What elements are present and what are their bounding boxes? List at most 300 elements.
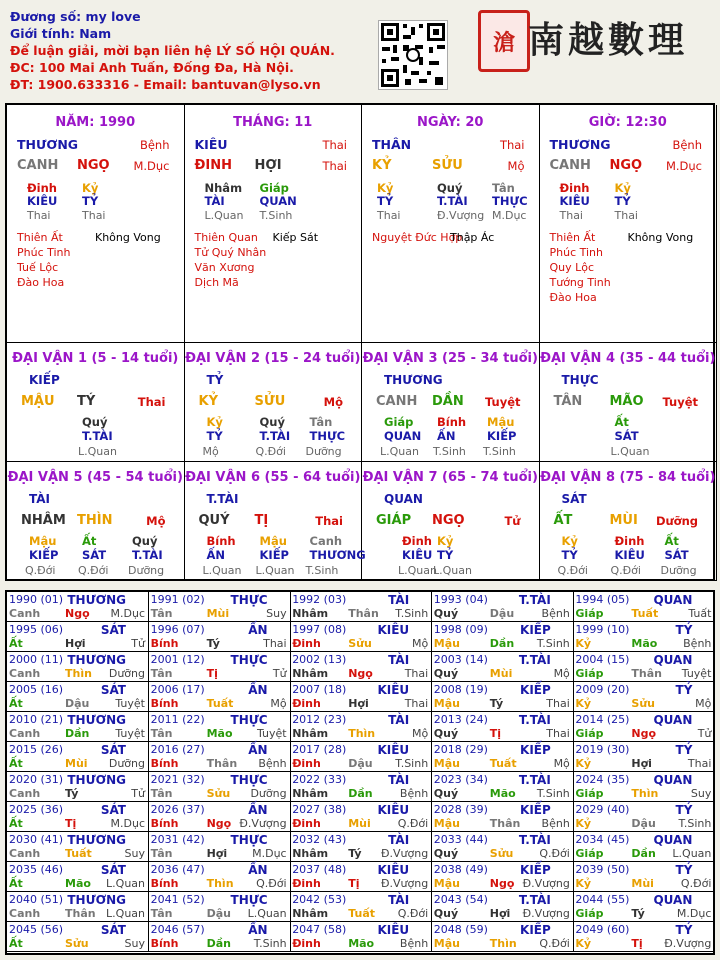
year-god: QUAN bbox=[653, 713, 693, 727]
year-stem: Nhâm bbox=[292, 727, 329, 740]
good-star: Thiên Ất bbox=[549, 231, 596, 244]
year-cell[interactable] bbox=[432, 712, 574, 742]
year-stem: Đinh bbox=[292, 817, 321, 830]
year-cell[interactable] bbox=[573, 742, 715, 772]
year-stem: Mậu bbox=[433, 757, 460, 770]
year-branch: Dần bbox=[348, 787, 373, 800]
year-cell[interactable] bbox=[290, 772, 432, 802]
year-label: 2002 (13) bbox=[292, 653, 347, 666]
pillar-god: THƯƠNG bbox=[17, 137, 79, 152]
year-cell[interactable] bbox=[573, 652, 715, 682]
year-stem: Giáp bbox=[575, 727, 604, 740]
year-god: THƯƠNG bbox=[67, 593, 126, 607]
year-branch: Mùi bbox=[489, 667, 513, 680]
year-stem: Ất bbox=[9, 877, 23, 890]
dai-van-stem: NHÂM bbox=[21, 513, 66, 528]
pillar-life-stage: Mộ bbox=[507, 159, 525, 173]
year-label: 2026 (37) bbox=[150, 803, 205, 816]
hidden-stem: Ất bbox=[664, 534, 679, 548]
good-star: Thiên Quan bbox=[194, 231, 258, 244]
year-cell[interactable] bbox=[432, 892, 574, 922]
year-cell[interactable] bbox=[573, 592, 715, 622]
year-stage: Bệnh bbox=[541, 607, 570, 620]
hidden-stem: Đinh bbox=[559, 181, 590, 195]
year-cell[interactable] bbox=[432, 772, 574, 802]
year-branch: Mão bbox=[489, 787, 516, 800]
hidden-stem: Giáp bbox=[384, 415, 414, 429]
pillar-god: THÂN bbox=[372, 137, 412, 152]
year-stage: Dưỡng bbox=[108, 667, 145, 680]
year-cell[interactable] bbox=[149, 682, 291, 712]
hidden-stage: L.Quan bbox=[380, 445, 419, 458]
year-cell[interactable] bbox=[7, 682, 149, 712]
year-branch: Ngọ bbox=[489, 877, 515, 890]
year-label: 2041 (52) bbox=[150, 893, 205, 906]
year-god: SÁT bbox=[100, 683, 126, 697]
pillar-stem: KỶ bbox=[372, 158, 392, 173]
bazi-chart bbox=[5, 103, 715, 581]
year-god: THƯƠNG bbox=[67, 713, 126, 727]
year-cell[interactable] bbox=[432, 832, 574, 862]
year-stem: Tân bbox=[150, 907, 173, 920]
year-god: TÀI bbox=[388, 653, 410, 667]
dai-van-god: T.TÀI bbox=[206, 492, 239, 506]
year-label: 2006 (17) bbox=[150, 683, 205, 696]
year-cell[interactable] bbox=[432, 652, 574, 682]
year-label: 2022 (33) bbox=[292, 773, 347, 786]
year-stem: Tân bbox=[150, 787, 173, 800]
year-stage: L.Quan bbox=[672, 847, 712, 860]
pillar-god: KIÊU bbox=[194, 137, 228, 152]
year-stage: T.Sinh bbox=[678, 817, 712, 830]
year-stage: Tử bbox=[131, 637, 145, 650]
year-stem: Mậu bbox=[433, 937, 460, 950]
good-star: Nguyệt Đức Hợp bbox=[372, 231, 463, 244]
year-cell[interactable] bbox=[573, 622, 715, 652]
year-branch: Mão bbox=[206, 727, 233, 740]
year-god: KIÊU bbox=[377, 863, 410, 877]
year-cell[interactable] bbox=[149, 832, 291, 862]
year-stem: Đinh bbox=[292, 637, 321, 650]
year-branch: Thìn bbox=[206, 877, 234, 890]
year-cell[interactable] bbox=[290, 862, 432, 892]
hidden-stem: Đinh bbox=[27, 181, 57, 195]
year-branch: Thìn bbox=[348, 727, 376, 740]
year-stage: M.Dục bbox=[676, 907, 712, 920]
year-god: TÀI bbox=[388, 593, 410, 607]
hidden-stage: L.Quan bbox=[255, 564, 295, 577]
year-god: KIẾP bbox=[520, 923, 551, 937]
hidden-stem: Mậu bbox=[259, 534, 287, 548]
address-line: ĐC: 100 Mai Anh Tuấn, Đống Đa, Hà Nội. bbox=[10, 60, 294, 75]
year-stem: Mậu bbox=[433, 877, 460, 890]
year-stage: Đ.Vượng bbox=[522, 877, 570, 890]
hidden-stage: L.Quan bbox=[202, 564, 242, 577]
year-stem: Quý bbox=[433, 787, 459, 800]
year-stem: Đinh bbox=[292, 697, 321, 710]
year-stem: Quý bbox=[433, 607, 459, 620]
year-cell[interactable] bbox=[149, 862, 291, 892]
year-stage: Suy bbox=[124, 937, 145, 950]
hidden-god: T.TÀI bbox=[437, 194, 468, 208]
year-stem: Quý bbox=[433, 847, 459, 860]
year-label: 2043 (54) bbox=[433, 893, 488, 906]
year-branch: Mùi bbox=[65, 757, 88, 770]
year-label: 2031 (42) bbox=[150, 833, 205, 846]
year-branch: Ngọ bbox=[206, 817, 232, 830]
year-stage: Q.Đới bbox=[680, 877, 712, 890]
year-cell[interactable] bbox=[432, 592, 574, 622]
year-label: 2015 (26) bbox=[9, 743, 64, 756]
year-branch: Sửu bbox=[206, 787, 231, 800]
year-table bbox=[5, 590, 715, 955]
year-branch: Thìn bbox=[65, 667, 92, 680]
year-god: THỰC bbox=[230, 593, 268, 607]
year-branch: Tuất bbox=[489, 757, 517, 770]
year-god: KIÊU bbox=[377, 623, 410, 637]
year-cell[interactable] bbox=[573, 772, 715, 802]
year-label: 2047 (58) bbox=[292, 923, 347, 936]
dai-van-stage: Tuyệt bbox=[662, 395, 698, 409]
year-cell[interactable] bbox=[149, 922, 291, 952]
hidden-god: TỶ bbox=[206, 429, 223, 443]
pillar-title: GIỜ: 12:30 bbox=[588, 115, 667, 130]
year-cell[interactable] bbox=[432, 862, 574, 892]
year-cell[interactable] bbox=[149, 742, 291, 772]
year-god: KIÊU bbox=[377, 683, 410, 697]
year-cell[interactable] bbox=[149, 772, 291, 802]
year-cell[interactable] bbox=[7, 742, 149, 772]
good-star: Phúc Tinh bbox=[17, 246, 71, 259]
dai-van-stem: TÂN bbox=[553, 394, 583, 409]
hidden-stem: Đinh bbox=[402, 534, 432, 548]
year-cell[interactable] bbox=[7, 832, 149, 862]
year-stem: Mậu bbox=[433, 697, 460, 710]
year-stage: Thai bbox=[687, 757, 712, 770]
year-label: 2016 (27) bbox=[150, 743, 205, 756]
year-label: 1992 (03) bbox=[292, 593, 347, 606]
year-cell[interactable] bbox=[149, 802, 291, 832]
year-stem: Ất bbox=[9, 817, 23, 830]
hidden-god: KIÊU bbox=[402, 548, 433, 562]
year-branch: Dần bbox=[65, 727, 90, 740]
year-stem: Giáp bbox=[575, 847, 604, 860]
year-cell[interactable] bbox=[149, 592, 291, 622]
year-god: QUAN bbox=[653, 653, 693, 667]
year-label: 2046 (57) bbox=[150, 923, 205, 936]
year-cell[interactable] bbox=[290, 622, 432, 652]
year-label: 2037 (48) bbox=[292, 863, 347, 876]
year-cell[interactable] bbox=[432, 682, 574, 712]
year-branch: Hợi bbox=[206, 847, 228, 860]
dai-van-2 bbox=[185, 343, 363, 462]
year-stage: Đ.Vượng bbox=[664, 937, 712, 950]
pillar-life-stage: M.Dục bbox=[665, 159, 702, 173]
year-cell[interactable] bbox=[573, 862, 715, 892]
year-cell[interactable] bbox=[290, 892, 432, 922]
year-cell[interactable] bbox=[290, 832, 432, 862]
pillar-life-stage: Thai bbox=[322, 159, 347, 173]
dai-van-branch: TỊ bbox=[254, 513, 269, 528]
dai-van-title: ĐẠI VẬN 8 (75 - 84 tuổi) bbox=[540, 470, 716, 485]
year-cell[interactable] bbox=[290, 802, 432, 832]
year-stage: Tuất bbox=[688, 607, 712, 620]
pillar-god: THƯƠNG bbox=[549, 137, 611, 152]
year-stage: L.Quan bbox=[247, 907, 287, 920]
hidden-god: ẤN bbox=[437, 429, 456, 443]
year-branch: Sửu bbox=[631, 697, 655, 710]
hidden-stem: Bính bbox=[206, 534, 236, 548]
year-cell[interactable] bbox=[290, 682, 432, 712]
year-branch: Tị bbox=[348, 877, 360, 890]
hidden-god: T.TÀI bbox=[132, 548, 163, 562]
hidden-god: SÁT bbox=[82, 548, 107, 562]
dai-van-stage: Tuyệt bbox=[484, 395, 521, 409]
year-branch: Hợi bbox=[65, 637, 86, 650]
year-branch: Mùi bbox=[348, 817, 371, 830]
dai-van-god: SÁT bbox=[561, 492, 587, 506]
year-cell[interactable] bbox=[432, 922, 574, 952]
year-god: TỶ bbox=[675, 683, 693, 697]
year-branch: Mão bbox=[65, 877, 91, 890]
year-cell[interactable] bbox=[573, 922, 715, 952]
year-label: 2032 (43) bbox=[292, 833, 347, 846]
year-god: T.TÀI bbox=[518, 773, 551, 787]
year-god: KIẾP bbox=[520, 863, 551, 877]
hidden-god: TỶ bbox=[377, 194, 394, 208]
year-cell[interactable] bbox=[7, 772, 149, 802]
year-god: T.TÀI bbox=[518, 653, 551, 667]
year-god: TỶ bbox=[675, 743, 693, 757]
year-stage: M.Dục bbox=[110, 817, 145, 830]
hidden-stem: Quý bbox=[259, 415, 285, 429]
dai-van-stage: Mộ bbox=[146, 514, 166, 528]
year-branch: Tị bbox=[65, 817, 77, 830]
year-stem: Kỷ bbox=[575, 697, 592, 710]
year-stem: Quý bbox=[433, 907, 459, 920]
year-stage: Suy bbox=[266, 607, 287, 620]
year-branch: Tý bbox=[348, 847, 362, 860]
year-cell[interactable] bbox=[7, 862, 149, 892]
year-cell[interactable] bbox=[573, 682, 715, 712]
hidden-stem: Kỷ bbox=[82, 181, 99, 195]
year-stem: Tân bbox=[150, 847, 173, 860]
dai-van-stem: MẬU bbox=[21, 394, 55, 409]
year-stem: Ất bbox=[9, 937, 23, 950]
year-god: ẤN bbox=[248, 803, 268, 817]
year-cell[interactable] bbox=[432, 802, 574, 832]
year-stage: Bệnh bbox=[399, 787, 429, 800]
dai-van-title: ĐẠI VẬN 4 (35 - 44 tuổi) bbox=[540, 351, 716, 366]
year-stage: M.Dục bbox=[110, 607, 145, 620]
year-stage: Tử bbox=[697, 727, 712, 740]
year-label: 2019 (30) bbox=[575, 743, 630, 756]
year-label: 2045 (56) bbox=[9, 923, 64, 936]
year-stage: T.Sinh bbox=[253, 937, 287, 950]
pillar-stage: Bệnh bbox=[672, 138, 702, 152]
year-label: 2014 (25) bbox=[575, 713, 630, 726]
year-cell[interactable] bbox=[7, 922, 149, 952]
year-cell[interactable] bbox=[432, 742, 574, 772]
year-branch: Tuất bbox=[348, 907, 375, 920]
year-stage: L.Quan bbox=[106, 877, 145, 890]
year-branch: Hợi bbox=[489, 907, 511, 920]
year-god: THƯƠNG bbox=[67, 893, 126, 907]
pillar-stem: ĐINH bbox=[194, 158, 232, 173]
year-god: TÀI bbox=[388, 713, 410, 727]
hidden-god: QUAN bbox=[384, 429, 422, 443]
hidden-stem: Bính bbox=[437, 415, 467, 429]
year-cell[interactable] bbox=[7, 592, 149, 622]
year-branch: Thân bbox=[65, 907, 96, 920]
year-stem: Nhâm bbox=[292, 787, 329, 800]
year-stem: Ất bbox=[9, 637, 23, 650]
year-stage: Mộ bbox=[695, 697, 712, 710]
year-god: QUAN bbox=[653, 833, 693, 847]
hidden-stem: Mậu bbox=[487, 415, 515, 429]
year-cell[interactable] bbox=[290, 742, 432, 772]
year-cell[interactable] bbox=[7, 802, 149, 832]
pillar-title: NĂM: 1990 bbox=[55, 115, 136, 130]
dai-van-3 bbox=[362, 343, 540, 462]
year-branch: Ngọ bbox=[65, 607, 90, 620]
year-label: 2005 (16) bbox=[9, 683, 64, 696]
year-stem: Canh bbox=[9, 847, 41, 860]
year-branch: Hợi bbox=[348, 697, 369, 710]
year-god: ẤN bbox=[248, 923, 268, 937]
year-stem: Bính bbox=[150, 757, 179, 770]
dai-van-title: ĐẠI VẬN 7 (65 - 74 tuổi) bbox=[362, 470, 538, 485]
year-branch: Mão bbox=[631, 637, 658, 650]
year-branch: Tuất bbox=[206, 697, 234, 710]
year-label: 2040 (51) bbox=[9, 893, 64, 906]
hidden-stage: Thai bbox=[559, 209, 583, 222]
year-god: THỰC bbox=[230, 893, 268, 907]
hidden-stage: Q.Đới bbox=[557, 564, 588, 577]
year-cell[interactable] bbox=[290, 712, 432, 742]
hidden-god: SÁT bbox=[664, 548, 689, 562]
dai-van-title: ĐẠI VẬN 1 (5 - 14 tuổi) bbox=[12, 351, 179, 366]
dai-van-branch: THÌN bbox=[77, 513, 113, 528]
year-stem: Quý bbox=[433, 727, 459, 740]
year-god: KIẾP bbox=[520, 743, 551, 757]
year-cell[interactable] bbox=[573, 712, 715, 742]
hidden-god: TỶ bbox=[82, 194, 99, 208]
dai-van-stage: Dưỡng bbox=[655, 514, 698, 528]
pillar-title: THÁNG: 11 bbox=[233, 115, 313, 130]
brand-logo: 南越數理 bbox=[528, 19, 689, 61]
year-cell[interactable] bbox=[290, 592, 432, 622]
hidden-stage: Q.Đới bbox=[78, 564, 109, 577]
dai-van-title: ĐẠI VẬN 3 (25 - 34 tuổi) bbox=[362, 351, 538, 366]
hidden-god: KIÊU bbox=[614, 548, 645, 562]
year-cell[interactable] bbox=[149, 652, 291, 682]
hidden-stage: Đ.Vượng bbox=[437, 209, 485, 222]
year-branch: Dần bbox=[206, 937, 231, 950]
year-stem: Canh bbox=[9, 607, 41, 620]
year-label: 1994 (05) bbox=[575, 593, 630, 606]
year-stem: Bính bbox=[150, 937, 179, 950]
bad-star: Không Vong bbox=[95, 231, 161, 244]
year-cell[interactable] bbox=[290, 922, 432, 952]
year-stem: Đinh bbox=[292, 937, 321, 950]
year-god: SÁT bbox=[100, 863, 126, 877]
dai-van-god: THỰC bbox=[561, 373, 599, 387]
year-branch: Dậu bbox=[206, 907, 231, 920]
good-star: Phúc Tinh bbox=[549, 246, 604, 259]
year-cell[interactable] bbox=[7, 712, 149, 742]
year-stem: Bính bbox=[150, 817, 179, 830]
year-cell[interactable] bbox=[149, 892, 291, 922]
hidden-god: T.TÀI bbox=[259, 429, 291, 443]
year-god: TÀI bbox=[388, 893, 410, 907]
year-god: TỶ bbox=[675, 923, 693, 937]
year-stem: Kỷ bbox=[575, 877, 592, 890]
year-branch: Mùi bbox=[631, 877, 654, 890]
year-cell[interactable] bbox=[7, 892, 149, 922]
qr-code-icon[interactable] bbox=[378, 20, 448, 90]
pillar-branch: HỢI bbox=[254, 158, 282, 173]
dai-van-stage: Tử bbox=[504, 514, 521, 528]
year-god: TÀI bbox=[388, 773, 410, 787]
year-label: 2038 (49) bbox=[433, 863, 488, 876]
year-cell[interactable] bbox=[432, 622, 574, 652]
hidden-stem: Ất bbox=[614, 415, 629, 429]
hidden-stage: Thai bbox=[614, 209, 638, 222]
year-cell[interactable] bbox=[149, 622, 291, 652]
hidden-stage: Dưỡng bbox=[660, 564, 697, 577]
year-branch: Thân bbox=[631, 667, 662, 680]
year-cell[interactable] bbox=[573, 802, 715, 832]
hidden-stage: M.Dục bbox=[492, 209, 527, 222]
hidden-stem: Quý bbox=[132, 534, 158, 548]
pillar-1 bbox=[7, 105, 185, 343]
year-stem: Quý bbox=[433, 667, 459, 680]
year-stem: Kỷ bbox=[575, 937, 592, 950]
year-stem: Bính bbox=[150, 637, 179, 650]
year-stage: T.Sinh bbox=[395, 757, 429, 770]
year-stage: Tuyệt bbox=[681, 667, 712, 680]
dai-van-god: KIẾP bbox=[29, 373, 60, 387]
year-stem: Giáp bbox=[575, 667, 604, 680]
year-cell[interactable] bbox=[573, 892, 715, 922]
year-label: 2039 (50) bbox=[575, 863, 630, 876]
year-god: KIẾP bbox=[520, 683, 551, 697]
dai-van-stem: CANH bbox=[376, 394, 418, 409]
year-cell[interactable] bbox=[149, 712, 291, 742]
year-label: 2009 (20) bbox=[575, 683, 630, 696]
hidden-stage: Q.Đới bbox=[610, 564, 641, 577]
dai-van-title: ĐẠI VẬN 2 (15 - 24 tuổi) bbox=[185, 351, 361, 366]
year-cell[interactable] bbox=[290, 652, 432, 682]
year-cell[interactable] bbox=[573, 832, 715, 862]
hidden-stem: Ất bbox=[82, 534, 97, 548]
year-god: QUAN bbox=[653, 773, 693, 787]
year-stage: Q.Đới bbox=[397, 817, 429, 830]
hidden-stem: Canh bbox=[309, 534, 343, 548]
hidden-stem: Quý bbox=[82, 415, 108, 429]
year-stage: Tuyệt bbox=[115, 697, 145, 710]
year-stage: Q.Đới bbox=[539, 937, 570, 950]
year-cell[interactable] bbox=[7, 652, 149, 682]
hidden-stage: Dưỡng bbox=[128, 564, 165, 577]
year-branch: Tý bbox=[489, 697, 504, 710]
year-cell[interactable] bbox=[7, 622, 149, 652]
year-label: 2010 (21) bbox=[9, 713, 64, 726]
year-stage: Mộ bbox=[270, 697, 287, 710]
pillar-stage: Thai bbox=[499, 138, 525, 152]
year-god: SÁT bbox=[100, 803, 126, 817]
